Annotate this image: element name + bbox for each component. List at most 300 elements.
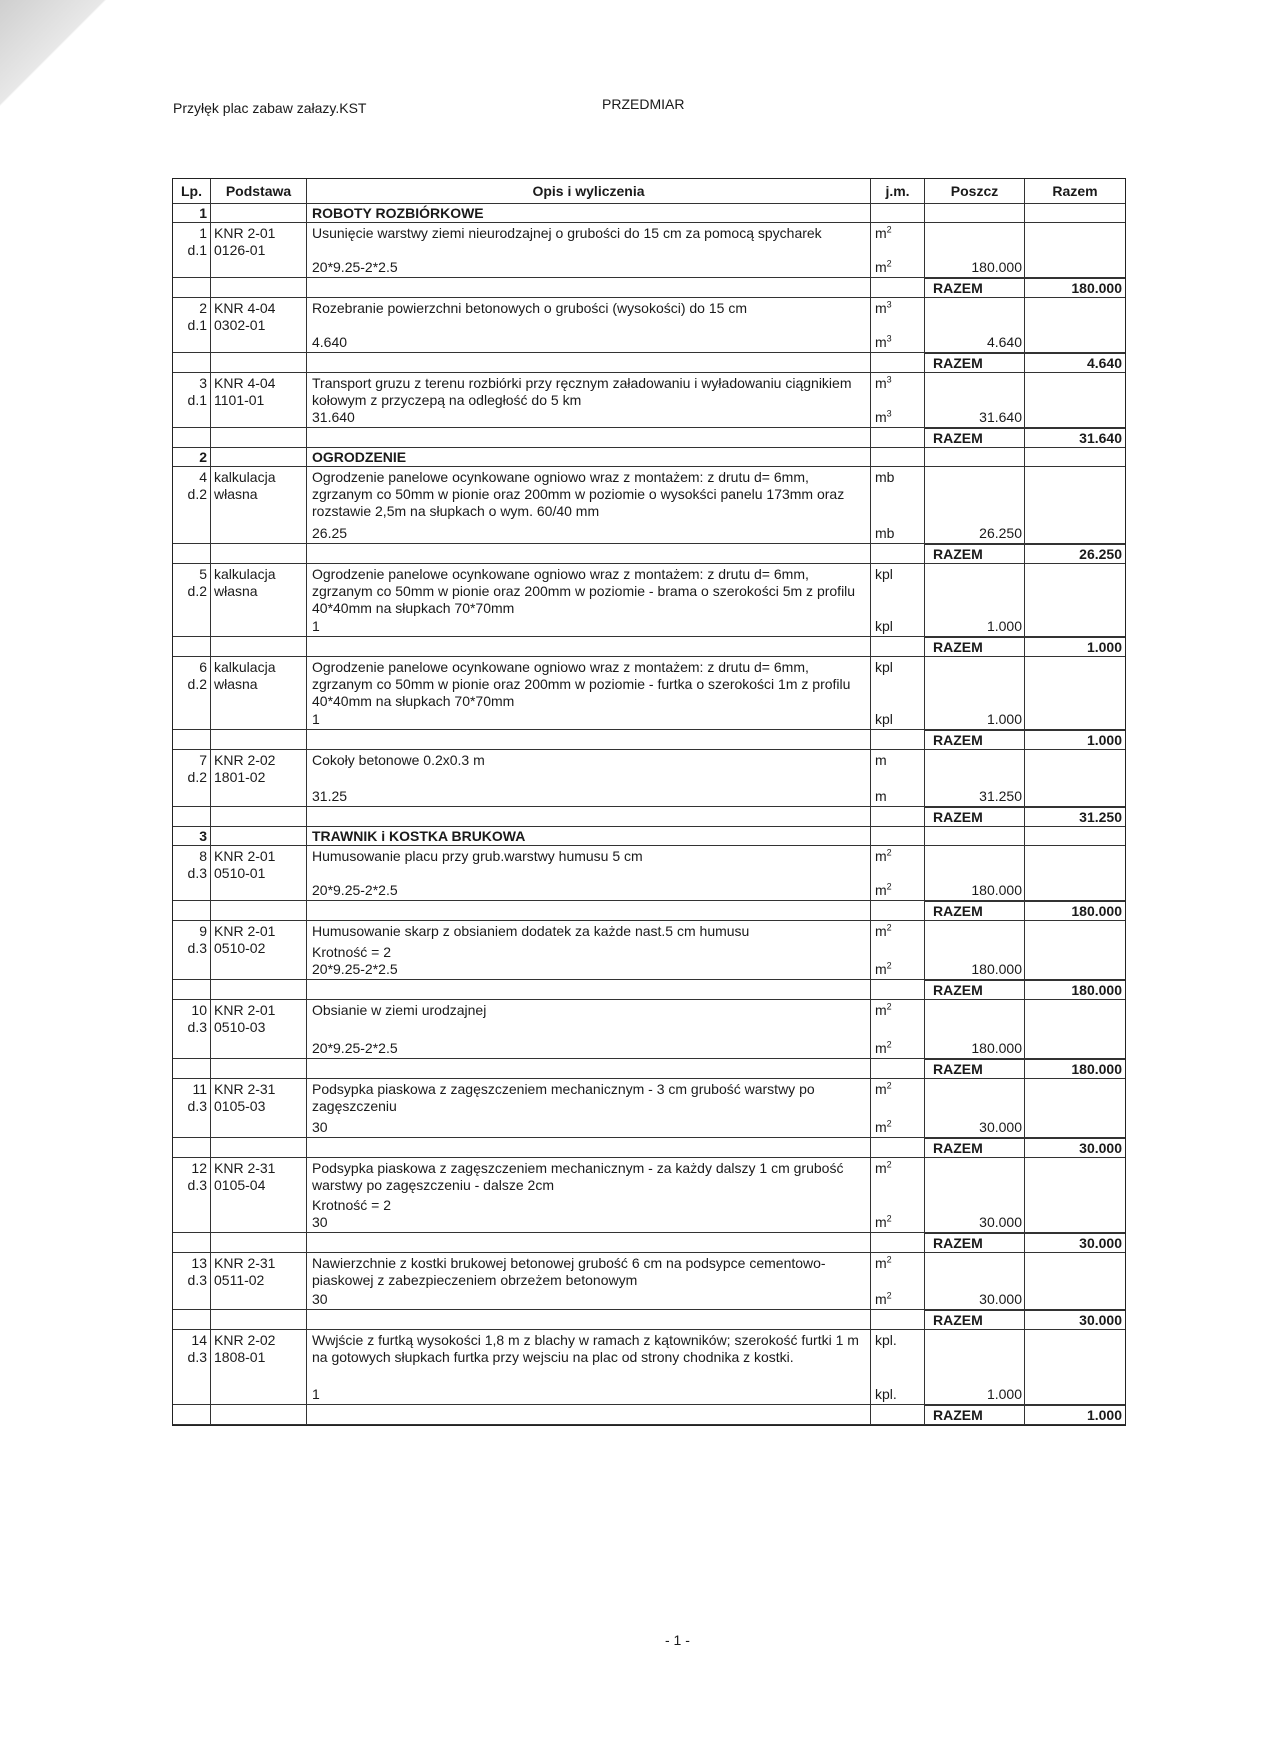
sum-row (173, 428, 1125, 448)
item-partial-value: 30.000 (979, 1214, 1022, 1230)
sum-row (173, 730, 1125, 750)
sum-basis-empty (211, 428, 307, 447)
item-unit (875, 225, 924, 242)
unit-base: mb (875, 525, 895, 541)
sum-label: RAZEM (925, 353, 1025, 372)
unit-base: m (875, 259, 887, 275)
item-calculation-block (312, 944, 866, 979)
unit-exponent: 3 (886, 408, 892, 419)
item-division: d.3 (187, 1349, 207, 1365)
item-calculation-block (312, 882, 866, 900)
item-basis-catalog: KNR 2-01 (214, 1002, 276, 1018)
sum-unit-empty (871, 353, 925, 372)
item-basis (211, 564, 307, 636)
item-basis-code: 1101-01 (214, 392, 265, 408)
table-row (173, 750, 1125, 807)
sum-value: 1.000 (1025, 1405, 1125, 1424)
sum-unit-empty (871, 1138, 925, 1157)
item-partial-cell (925, 750, 1025, 806)
unit-base: m (875, 375, 887, 391)
item-partial-value: 180.000 (971, 961, 1022, 977)
item-lp: 5 (199, 566, 207, 582)
item-partial-value: 30.000 (979, 1119, 1022, 1135)
unit-base: kpl (875, 659, 893, 675)
sum-basis-empty (211, 278, 307, 297)
item-number (173, 223, 211, 277)
item-total-empty (1025, 564, 1125, 636)
unit-base: m (875, 1214, 887, 1230)
item-description: Transport gruzu z terenu rozbiórki przy ręcznym załadowaniu i wyładowaniu ciągnikiem kołowym z przyczepą na odległość do 5 km (312, 375, 852, 408)
item-basis-catalog: kalkulacja (214, 659, 276, 675)
sum-desc-empty (307, 353, 871, 372)
item-number (173, 564, 211, 636)
item-basis-catalog: KNR 2-02 (214, 752, 276, 768)
sum-unit-empty (871, 1059, 925, 1078)
unit-base: m (875, 1119, 887, 1135)
item-partial-value: 30.000 (979, 1291, 1022, 1307)
sum-basis-empty (211, 1405, 307, 1424)
item-number (173, 657, 211, 729)
unit-base: m (875, 1291, 887, 1307)
sum-basis-empty (211, 353, 307, 372)
item-basis-code: 0105-04 (214, 1177, 266, 1193)
item-unit (875, 1255, 924, 1272)
sum-row (173, 807, 1125, 827)
table-row (173, 223, 1125, 278)
sum-unit-empty (871, 428, 925, 447)
sum-desc-empty (307, 1310, 871, 1329)
item-basis-catalog: KNR 4-04 (214, 300, 276, 316)
item-unit-calc (875, 1291, 924, 1308)
sum-basis-empty (211, 730, 307, 749)
item-division: d.1 (187, 392, 207, 408)
sum-value: 180.000 (1025, 278, 1125, 297)
item-basis (211, 657, 307, 729)
sum-desc-empty (307, 730, 871, 749)
sum-desc-empty (307, 980, 871, 999)
sum-row (173, 1059, 1125, 1079)
sum-basis-empty (211, 1310, 307, 1329)
item-description: Podsypka piaskowa z zagęszczeniem mechanicznym - 3 cm grubość warstwy po zagęszczeniu (312, 1081, 815, 1114)
item-number (173, 467, 211, 543)
sum-unit-empty (871, 1310, 925, 1329)
unit-base: kpl. (875, 1386, 897, 1402)
section-number: 2 (173, 448, 211, 466)
item-total-empty (1025, 921, 1125, 979)
unit-base: m (875, 1002, 887, 1018)
section-unit-empty (871, 448, 925, 466)
item-description: Humusowanie skarp z obsianiem dodatek za każde nast.5 cm humusu (312, 923, 750, 939)
item-basis-catalog: kalkulacja (214, 469, 276, 485)
item-lp: 12 (191, 1160, 207, 1176)
item-lp: 9 (199, 923, 207, 939)
item-calculation-block (312, 409, 866, 427)
item-basis-catalog: KNR 2-02 (214, 1332, 276, 1348)
unit-base: kpl (875, 711, 893, 727)
item-basis-catalog: KNR 2-31 (214, 1255, 276, 1271)
col-description: Opis i wyliczenia (307, 179, 871, 203)
item-lp: 11 (192, 1081, 207, 1097)
unit-exponent: 2 (886, 1118, 892, 1129)
unit-base: m (875, 1255, 887, 1271)
item-division: d.3 (187, 865, 207, 881)
item-calculation: 31.25 (312, 788, 348, 804)
item-partial-value: 4.640 (986, 334, 1022, 350)
sum-value: 30.000 (1025, 1310, 1125, 1329)
item-division: d.3 (187, 1177, 207, 1193)
item-lp: 1 (199, 225, 207, 241)
item-total-empty (1025, 750, 1125, 806)
item-description-cell (307, 223, 871, 277)
item-unit-calc (875, 961, 924, 978)
item-calculation: 1 (312, 618, 320, 634)
unit-exponent: 2 (886, 1159, 892, 1170)
table-row (173, 1158, 1125, 1233)
section-partial-empty (925, 448, 1025, 466)
item-lp: 8 (199, 848, 207, 864)
item-basis (211, 750, 307, 806)
sum-lp-empty (173, 1059, 211, 1078)
item-calculation-block (312, 525, 866, 543)
item-division: d.3 (187, 940, 207, 956)
item-partial-cell (925, 373, 1025, 427)
item-total-empty (1025, 1000, 1125, 1058)
sum-lp-empty (173, 1405, 211, 1424)
item-calculation-block (312, 334, 866, 352)
item-number (173, 298, 211, 352)
item-total-empty (1025, 1079, 1125, 1137)
item-calculation: 1 (312, 711, 320, 727)
sum-label: RAZEM (925, 1138, 1025, 1157)
item-calculation: 20*9.25-2*2.5 (312, 1040, 398, 1056)
sum-value: 30.000 (1025, 1233, 1125, 1252)
item-description: Wwjście z furtką wysokości 1,8 m z blachy w ramach z kątowników; szerokość furtki 1 m na gotowych słupkach furtka przy wejsciu na plac od strony chodnika z kostki. (312, 1332, 859, 1365)
item-unit-calc (875, 259, 924, 276)
section-basis-empty (211, 448, 307, 466)
item-total-empty (1025, 467, 1125, 543)
item-unit-cell (871, 373, 925, 427)
item-partial-value: 180.000 (971, 1040, 1022, 1056)
sum-basis-empty (211, 544, 307, 563)
sum-lp-empty (173, 544, 211, 563)
item-basis (211, 1079, 307, 1137)
sum-value: 180.000 (1025, 980, 1125, 999)
sum-label: RAZEM (925, 278, 1025, 297)
sum-value: 180.000 (1025, 901, 1125, 920)
sum-label: RAZEM (925, 1059, 1025, 1078)
item-total-empty (1025, 373, 1125, 427)
sum-label: RAZEM (925, 980, 1025, 999)
col-basis: Podstawa (211, 179, 307, 203)
document-title: Przyłęk plac zabaw załazy.KST (173, 100, 367, 116)
sum-lp-empty (173, 730, 211, 749)
item-division: d.3 (187, 1272, 207, 1288)
section-basis-empty (211, 827, 307, 845)
table-row (173, 564, 1125, 637)
item-partial-cell (925, 1330, 1025, 1404)
sum-value: 180.000 (1025, 1059, 1125, 1078)
item-unit-calc (875, 711, 924, 728)
item-basis-catalog: KNR 4-04 (214, 375, 276, 391)
sum-value: 1.000 (1025, 637, 1125, 656)
item-partial-cell (925, 467, 1025, 543)
item-basis-code: 0510-02 (214, 940, 266, 956)
item-calculation: 20*9.25-2*2.5 (312, 259, 398, 275)
sum-row (173, 1233, 1125, 1253)
item-division: d.2 (187, 583, 207, 599)
item-division: d.3 (187, 1098, 207, 1114)
item-multiplier: Krotność = 2 (312, 944, 391, 960)
item-basis-code: 0126-01 (214, 242, 266, 258)
item-calculation: 26.25 (312, 525, 348, 541)
unit-exponent: 2 (886, 1080, 892, 1091)
item-unit-cell (871, 1000, 925, 1058)
item-calculation-block (312, 259, 866, 277)
item-unit (875, 566, 924, 583)
item-description: Ogrodzenie panelowe ocynkowane ogniowo wraz z montażem: z drutu d= 6mm, zgrzanym co 50mm w pionie oraz 200mm w poziomie - brama o szerokości 5m z profilu 40*40mm na słupkach 70*70mm (312, 566, 856, 616)
item-unit (875, 848, 924, 865)
unit-exponent: 2 (886, 1213, 892, 1224)
item-basis-code: 0105-03 (214, 1098, 266, 1114)
section-basis-empty (211, 204, 307, 222)
table-row (173, 467, 1125, 544)
item-calculation: 4.640 (312, 334, 348, 350)
section-title: TRAWNIK i KOSTKA BRUKOWA (307, 827, 871, 845)
col-lp: Lp. (173, 179, 211, 203)
unit-exponent: 2 (886, 224, 892, 235)
page-number: - 1 - (665, 1632, 690, 1648)
sum-unit-empty (871, 807, 925, 826)
item-partial-cell (925, 1000, 1025, 1058)
sum-basis-empty (211, 1138, 307, 1157)
sum-value: 1.000 (1025, 730, 1125, 749)
item-lp: 3 (199, 375, 207, 391)
sum-row (173, 544, 1125, 564)
item-lp: 14 (191, 1332, 207, 1348)
item-unit-calc (875, 409, 924, 426)
unit-exponent: 2 (886, 960, 892, 971)
item-lp: 13 (191, 1255, 207, 1271)
unit-exponent: 2 (886, 1001, 892, 1012)
unit-base: m (875, 409, 887, 425)
sum-row (173, 1310, 1125, 1330)
item-calculation-block (312, 618, 866, 636)
unit-exponent: 3 (886, 333, 892, 344)
sum-basis-empty (211, 1233, 307, 1252)
item-unit-calc (875, 618, 924, 635)
item-partial-cell (925, 223, 1025, 277)
section-row (173, 448, 1125, 467)
item-number (173, 1079, 211, 1137)
sum-desc-empty (307, 807, 871, 826)
unit-base: m (875, 752, 887, 768)
item-unit (875, 1160, 924, 1177)
item-division: d.1 (187, 242, 207, 258)
section-partial-empty (925, 204, 1025, 222)
item-lp: 2 (199, 300, 207, 316)
sum-lp-empty (173, 901, 211, 920)
item-partial-value: 180.000 (971, 882, 1022, 898)
item-unit (875, 1002, 924, 1019)
item-description-cell (307, 298, 871, 352)
unit-base: m (875, 961, 887, 977)
section-partial-empty (925, 827, 1025, 845)
sum-label: RAZEM (925, 1310, 1025, 1329)
item-description-cell (307, 1000, 871, 1058)
section-row (173, 827, 1125, 846)
col-partial: Poszcz (925, 179, 1025, 203)
sum-unit-empty (871, 544, 925, 563)
unit-base: m (875, 1160, 887, 1176)
item-basis (211, 1158, 307, 1232)
item-description: Rozebranie powierzchni betonowych o grubości (wysokości) do 15 cm (312, 300, 747, 316)
item-basis-code: własna (214, 583, 258, 599)
item-unit-calc (875, 1214, 924, 1231)
section-row (173, 204, 1125, 223)
item-unit (875, 752, 924, 769)
sum-value: 4.640 (1025, 353, 1125, 372)
item-calculation-block (312, 788, 866, 806)
sum-lp-empty (173, 1233, 211, 1252)
sum-value: 31.250 (1025, 807, 1125, 826)
item-description-cell (307, 564, 871, 636)
item-description-cell (307, 657, 871, 729)
item-basis-catalog: KNR 2-01 (214, 923, 276, 939)
sum-label: RAZEM (925, 544, 1025, 563)
table-row (173, 657, 1125, 730)
section-title: OGRODZENIE (307, 448, 871, 466)
item-partial-value: 1.000 (986, 618, 1022, 634)
item-partial-value: 31.250 (979, 788, 1022, 804)
item-basis (211, 223, 307, 277)
sum-desc-empty (307, 901, 871, 920)
item-basis (211, 373, 307, 427)
item-description-cell (307, 1253, 871, 1309)
item-basis (211, 846, 307, 900)
table-row (173, 298, 1125, 353)
sum-basis-empty (211, 637, 307, 656)
folded-corner (0, 0, 120, 140)
item-description: Ogrodzenie panelowe ocynkowane ogniowo wraz z montażem: z drutu d= 6mm, zgrzanym co 50mm w pionie oraz 200mm w poziomie - furtka o szerokości 1m z profilu 40*40mm na słupkach 70*70mm (312, 659, 851, 709)
item-description-cell (307, 467, 871, 543)
item-lp: 4 (199, 469, 207, 485)
item-unit-cell (871, 223, 925, 277)
item-unit-cell (871, 1253, 925, 1309)
item-calculation-block (312, 1386, 866, 1404)
sum-desc-empty (307, 1059, 871, 1078)
item-unit (875, 1332, 924, 1349)
sum-value: 26.250 (1025, 544, 1125, 563)
table-row (173, 1330, 1125, 1405)
item-partial-cell (925, 846, 1025, 900)
item-description: Nawierzchnie z kostki brukowej betonowej grubość 6 cm na podsypce cementowo-piaskowej z zabezpieczeniem obrzeżem betonowym (312, 1255, 826, 1288)
item-unit-calc (875, 525, 924, 542)
item-unit-cell (871, 657, 925, 729)
unit-exponent: 2 (886, 881, 892, 892)
item-number (173, 846, 211, 900)
item-basis-code: własna (214, 676, 258, 692)
sum-lp-empty (173, 353, 211, 372)
item-basis-catalog: KNR 2-31 (214, 1160, 276, 1176)
sum-basis-empty (211, 901, 307, 920)
sum-value: 31.640 (1025, 428, 1125, 447)
item-description: Humusowanie placu przy grub.warstwy humusu 5 cm (312, 848, 643, 864)
sum-desc-empty (307, 278, 871, 297)
item-number (173, 1000, 211, 1058)
item-description: Obsianie w ziemi urodzajnej (312, 1002, 487, 1018)
table-header (173, 179, 1125, 204)
unit-exponent: 2 (886, 1290, 892, 1301)
item-unit-calc (875, 1040, 924, 1057)
section-total-empty (1025, 448, 1125, 466)
item-basis-catalog: KNR 2-01 (214, 225, 276, 241)
unit-exponent: 3 (886, 374, 892, 385)
item-unit-calc (875, 1386, 924, 1403)
item-division: d.2 (187, 486, 207, 502)
estimate-table (172, 178, 1126, 1426)
unit-exponent: 2 (886, 1039, 892, 1050)
sum-lp-empty (173, 278, 211, 297)
table-row (173, 373, 1125, 428)
item-basis-code: 1808-01 (214, 1349, 266, 1365)
item-basis (211, 1330, 307, 1404)
item-description-cell (307, 921, 871, 979)
sum-row (173, 1405, 1125, 1425)
item-unit (875, 659, 924, 676)
item-basis-catalog: KNR 2-31 (214, 1081, 276, 1097)
item-basis (211, 1000, 307, 1058)
item-multiplier: Krotność = 2 (312, 1197, 391, 1213)
sum-desc-empty (307, 1233, 871, 1252)
sum-label: RAZEM (925, 1233, 1025, 1252)
item-unit-cell (871, 298, 925, 352)
item-description-cell (307, 1330, 871, 1404)
section-title: ROBOTY ROZBIÓRKOWE (307, 204, 871, 222)
unit-exponent: 2 (886, 258, 892, 269)
item-lp: 7 (199, 752, 207, 768)
item-unit-cell (871, 467, 925, 543)
item-unit-calc (875, 334, 924, 351)
item-number (173, 1330, 211, 1404)
section-unit-empty (871, 827, 925, 845)
unit-base: m (875, 788, 887, 804)
unit-base: m (875, 882, 887, 898)
unit-base: mb (875, 469, 895, 485)
item-basis (211, 1253, 307, 1309)
sum-label: RAZEM (925, 807, 1025, 826)
item-unit-cell (871, 564, 925, 636)
item-unit-calc (875, 882, 924, 899)
item-basis-code: 0511-02 (214, 1272, 265, 1288)
item-basis-catalog: kalkulacja (214, 566, 276, 582)
item-unit-cell (871, 1079, 925, 1137)
unit-base: m (875, 1081, 887, 1097)
sum-label: RAZEM (925, 1405, 1025, 1424)
item-partial-value: 1.000 (986, 1386, 1022, 1402)
item-description-cell (307, 373, 871, 427)
sum-row (173, 980, 1125, 1000)
item-partial-cell (925, 298, 1025, 352)
item-partial-cell (925, 1158, 1025, 1232)
unit-exponent: 2 (886, 922, 892, 933)
item-lp: 10 (191, 1002, 207, 1018)
unit-base: m (875, 848, 887, 864)
item-basis-code: 0510-01 (214, 865, 266, 881)
item-number (173, 1253, 211, 1309)
item-calculation-block (312, 1291, 866, 1309)
item-unit-cell (871, 1330, 925, 1404)
sum-row (173, 278, 1125, 298)
